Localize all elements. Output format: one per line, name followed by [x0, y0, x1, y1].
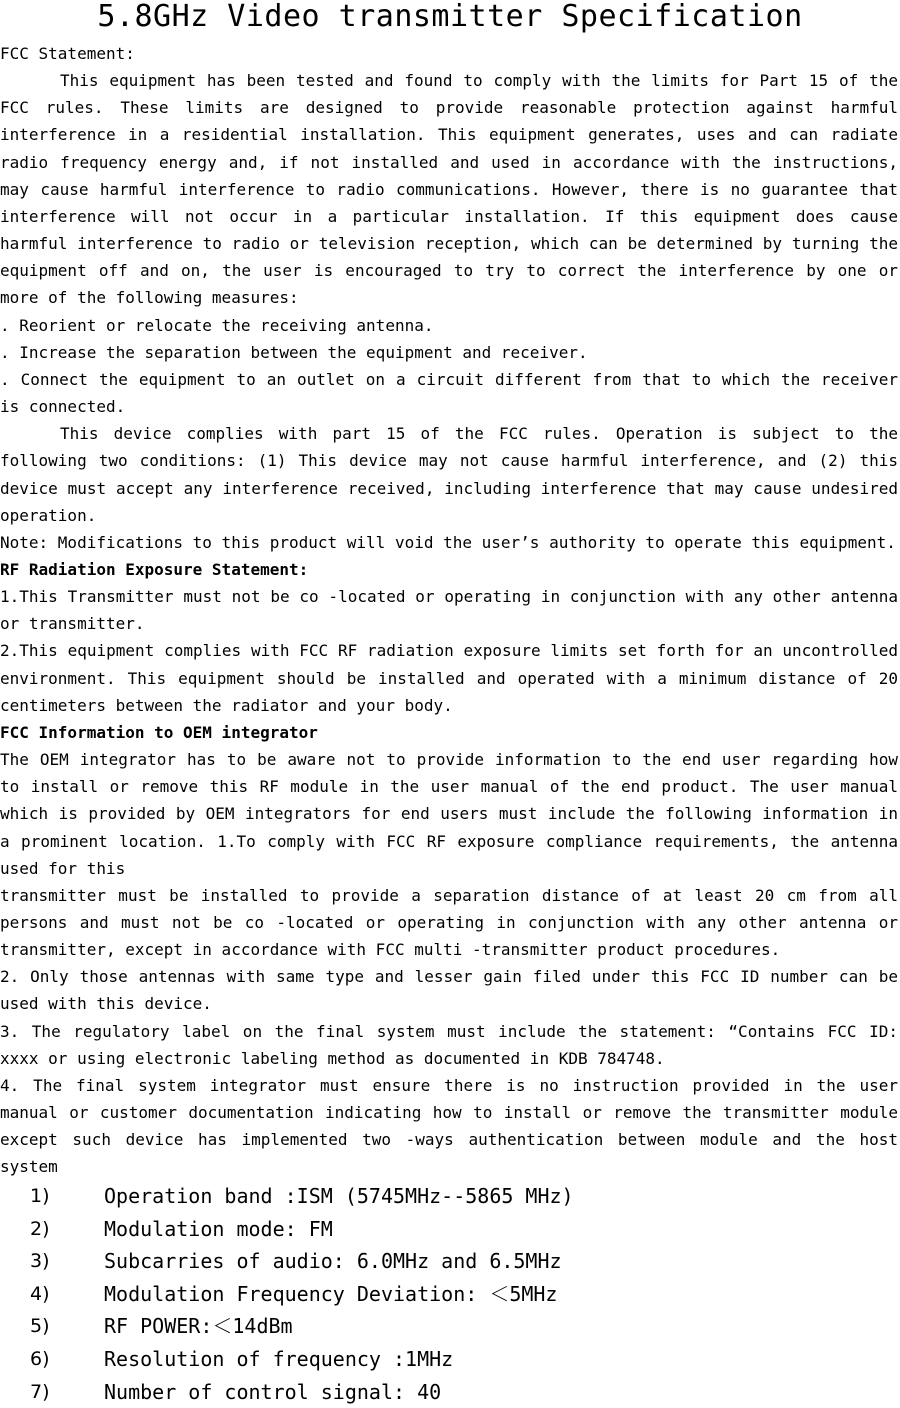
rf-exposure-heading: RF Radiation Exposure Statement:	[0, 559, 309, 579]
spec-item-number: 3)	[30, 1250, 50, 1273]
fcc-statement-paragraph-2: This device complies with part 15 of the FCC rules. Operation is subject to the following two conditions: (1) This device may not cause harmful interference, and (2) this device must accept any interference received, including interference that may cause undesired operation.	[0, 424, 898, 525]
rf-exposure-item-1: 1.This Transmitter must not be co -located or operating in conjunction with any other antenna or transmitter.	[0, 587, 898, 634]
oem-heading: FCC Information to OEM integrator	[0, 722, 318, 742]
spec-item-text: Modulation Frequency Deviation: ＜5MHz	[104, 1281, 558, 1306]
oem-intro-continued: transmitter must be installed to provide a separation distance of at least 20 cm from all persons and must not be co -located or operating in conjunction with any other antenna or transmitter, except in accordance with FCC multi -transmitter product procedures.	[0, 885, 898, 960]
spec-item-number: 1)	[30, 1185, 50, 1207]
specification-list	[0, 1180, 900, 1408]
spec-item-text: RF POWER:＜14dBm	[104, 1314, 293, 1339]
spec-item-text: Number of control signal: 40	[104, 1379, 442, 1404]
spec-item-number: 4)	[30, 1282, 50, 1305]
spec-item	[0, 1180, 900, 1213]
spec-item-number: 5)	[30, 1315, 50, 1338]
spec-item	[0, 1213, 900, 1246]
page-title: 5.8GHz Video transmitter Specification	[97, 0, 803, 34]
rf-exposure-item-2: 2.This equipment complies with FCC RF radiation exposure limits set forth for an uncontrolled environment. This equipment should be installed and operated with a minimum distance of 20 centimeters between the radiator and your body.	[0, 641, 898, 715]
spec-item-text: Resolution of frequency :1MHz	[104, 1346, 454, 1371]
spec-item-text: Modulation mode: FM	[104, 1216, 333, 1241]
fcc-measure-2: . Increase the separation between the equipment and receiver.	[0, 342, 588, 362]
fcc-statement-paragraph-1: This equipment has been tested and found to comply with the limits for Part 15 of the FCC rules. These limits are designed to provide reasonable protection against harmful interference in a residential installation. This equipment generates, uses and can radiate radio frequency energy and, if not installed and used in accordance with the instructions, may cause harmful interference to radio communications. However, there is no guarantee that interference will not occur in a particular installation. If this equipment does cause harmful interference to radio or television reception, which can be determined by turning the equipment off and on, the user is encouraged to try to correct the interference by one or more of the following measures:	[0, 71, 898, 308]
spec-item-number: 2)	[30, 1217, 50, 1240]
spec-item-text: Operation band :ISM (5745MHz--5865 MHz)	[104, 1184, 574, 1208]
fcc-measure-1: . Reorient or relocate the receiving antenna.	[0, 315, 434, 335]
oem-item-4: 4. The final system integrator must ensure there is no instruction provided in the user manual or customer documentation indicating how to install or remove the transmitter module except such device has implemented two -ways authentication between module and the host system	[0, 1075, 898, 1177]
spec-item	[0, 1376, 900, 1408]
spec-item	[0, 1278, 900, 1311]
document-body	[0, 40, 898, 1181]
spec-item-number: 7)	[30, 1380, 50, 1403]
oem-intro: The OEM integrator has to be aware not to provide information to the end user regarding how to install or remove this RF module in the user manual of the end product. The user manual which is provided by OEM integrators for end users must include the following information in a prominent location. 1.To comply with FCC RF exposure compliance requirements, the antenna used for this	[0, 750, 898, 878]
fcc-measure-3: . Connect the equipment to an outlet on a circuit different from that to which the receiver is connected.	[0, 369, 898, 417]
fcc-note: Note: Modifications to this product will void the user’s authority to operate this equipment.	[0, 532, 896, 552]
spec-item	[0, 1310, 900, 1343]
oem-item-3: 3. The regulatory label on the final system must include the statement: “Contains FCC ID: xxxx or using electronic labeling method as documented in KDB 784748.	[0, 1021, 898, 1068]
spec-item	[0, 1343, 900, 1376]
oem-item-2: 2. Only those antennas with same type and lesser gain filed under this FCC ID number can be used with this device.	[0, 967, 898, 1014]
spec-item-text: Subcarries of audio: 6.0MHz and 6.5MHz	[104, 1249, 562, 1274]
fcc-statement-heading: FCC Statement:	[0, 44, 135, 63]
spec-item	[0, 1245, 900, 1278]
spec-item-number: 6)	[30, 1347, 50, 1370]
